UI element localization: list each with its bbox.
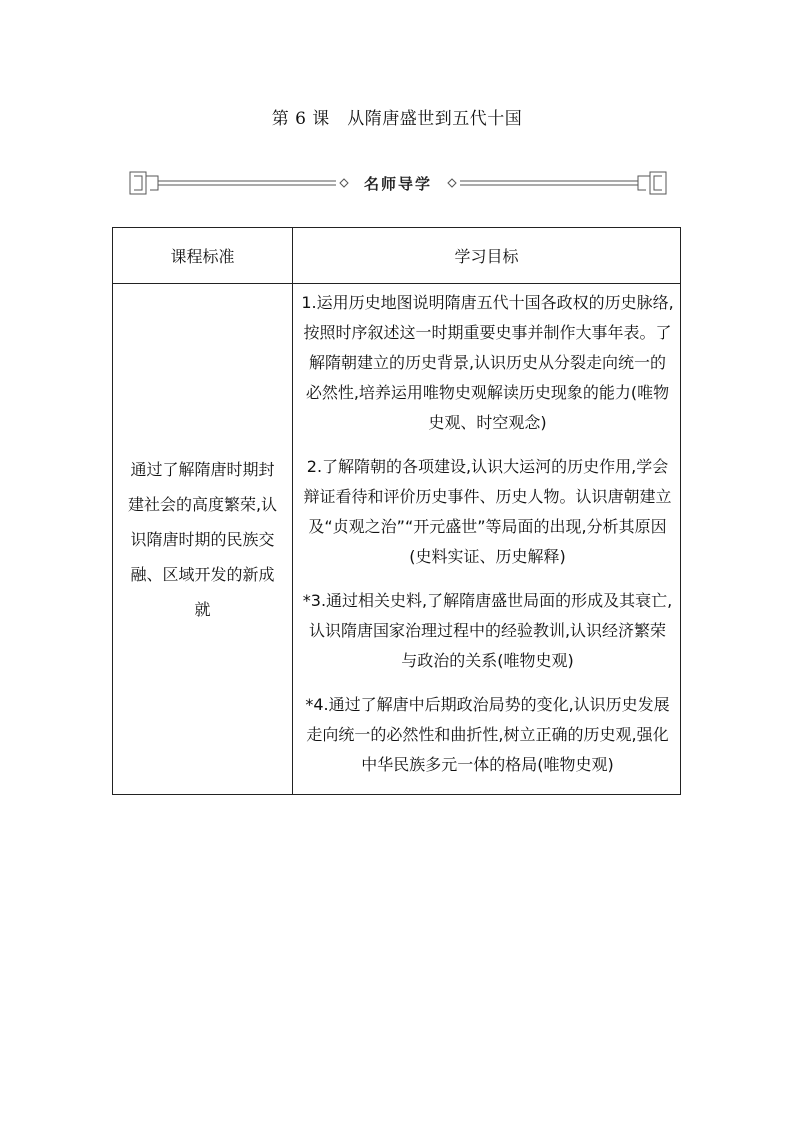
learning-goals-cell <box>293 284 681 795</box>
section-banner <box>128 168 668 198</box>
learning-goal-3: *3.通过相关史料,了解隋唐盛世局面的形成及其衰亡,认识隋唐国家治理过程中的经验教训,认识经济繁荣与政治的关系(唯物史观) <box>302 591 673 670</box>
header-goals: 学习目标 <box>293 228 681 284</box>
curriculum-table <box>112 227 681 795</box>
header-standard: 课程标准 <box>113 228 293 284</box>
learning-goal-1: 1.运用历史地图说明隋唐五代十国各政权的历史脉络,按照时序叙述这一时期重要史事并制作大事年表。了解隋朝建立的历史背景,认识历史从分裂走向统一的必然性,培养运用唯物史观解读历史现象的能力(唯物史观、时空观念) <box>301 293 674 432</box>
learning-goal-2: 2.了解隋朝的各项建设,认识大运河的历史作用,学会辩证看待和评价历史事件、历史人物。认识唐朝建立及“贞观之治”“开元盛世”等局面的出现,分析其原因(史料实证、历史解释) <box>303 457 672 566</box>
section-label: 名师导学 <box>358 175 438 193</box>
table-row <box>113 284 681 795</box>
page-title: 第 6 课 从隋唐盛世到五代十国 <box>271 109 523 129</box>
learning-goal-4: *4.通过了解唐中后期政治局势的变化,认识历史发展走向统一的必然性和曲折性,树立正确的历史观,强化中华民族多元一体的格局(唯物史观) <box>305 695 670 774</box>
table-header-row <box>113 228 681 284</box>
curriculum-standard-cell: 通过了解隋唐时期封建社会的高度繁荣,认识隋唐时期的民族交融、区域开发的新成就 <box>113 284 293 795</box>
